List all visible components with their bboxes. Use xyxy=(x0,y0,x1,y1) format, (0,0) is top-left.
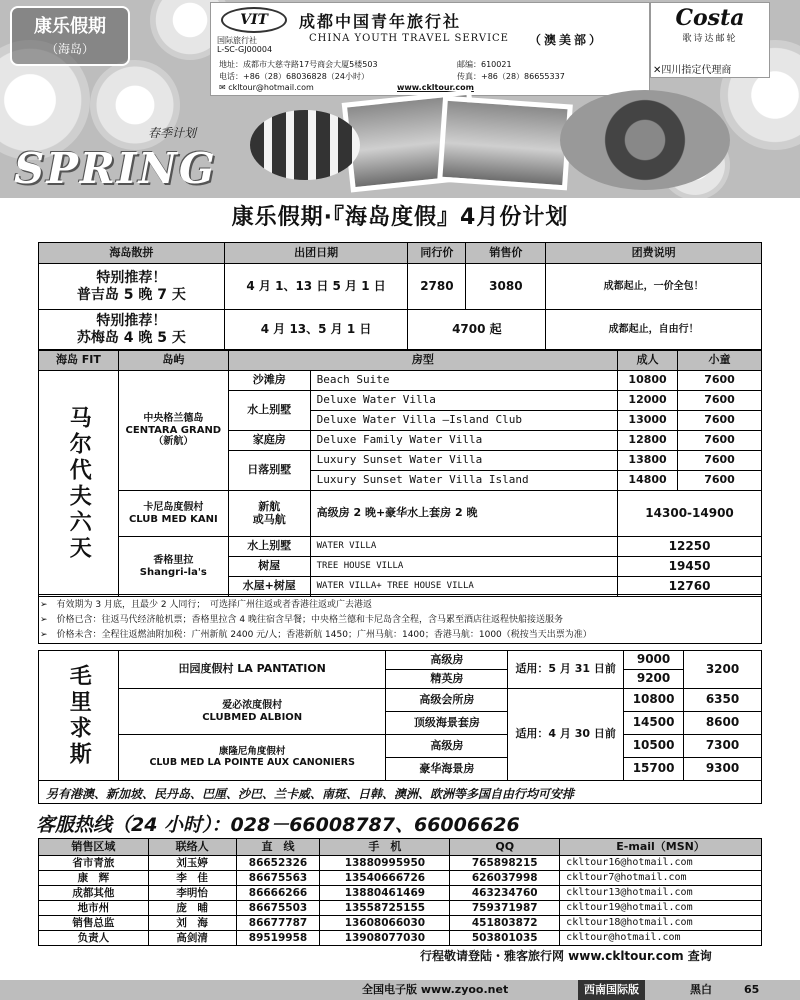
contact-person: 庞 晡 xyxy=(148,901,236,916)
contact-table xyxy=(38,838,762,946)
page-title: 康乐假期·『海岛度假』4月份计划 xyxy=(231,205,569,230)
contact-person: 刘玉婷 xyxy=(148,856,236,871)
tour-dates: 4 月 1、13 日 5 月 1 日 xyxy=(224,264,408,310)
table-row xyxy=(39,735,762,758)
child-price: 7600 xyxy=(678,391,762,411)
room-type: 豪华海景房 xyxy=(386,758,508,781)
direct-line: 86675563 xyxy=(236,871,320,886)
costa-logo-box xyxy=(650,2,770,78)
col-header: 成人 xyxy=(618,351,678,371)
child-price: 7600 xyxy=(678,371,762,391)
adult-price: 15700 xyxy=(624,758,684,781)
room-type: TREE HOUSE VILLA xyxy=(310,557,617,577)
contact-person: 李明怡 xyxy=(148,886,236,901)
table-row xyxy=(39,886,762,901)
qq: 626037998 xyxy=(450,871,560,886)
room-type: Deluxe Family Water Villa xyxy=(310,431,617,451)
mobile: 13540666726 xyxy=(320,871,450,886)
star-icon: ✕ xyxy=(653,65,662,76)
spring-logo: SPRING xyxy=(14,144,217,193)
col-header: 岛屿 xyxy=(118,351,228,371)
col-header: 海岛散拼 xyxy=(39,243,225,264)
contact-person: 高剑清 xyxy=(148,931,236,946)
table-row xyxy=(39,871,762,886)
email-link[interactable]: ckltour7@hotmail.com xyxy=(560,871,762,886)
agency-address: 地址：成都市大慈寺路17号商会大厦5楼503 xyxy=(219,60,378,69)
brand-sub: （海岛） xyxy=(45,42,94,56)
room-category: 水上别墅 xyxy=(228,391,310,431)
tour-price: 4700 起 xyxy=(408,310,546,350)
agency-license-code: L-SC-GJ00004 xyxy=(217,45,273,54)
table-row xyxy=(39,931,762,946)
col-header: 销售价 xyxy=(466,243,546,264)
email-link[interactable]: ckltour18@hotmail.com xyxy=(560,916,762,931)
direct-line: 86652326 xyxy=(236,856,320,871)
region-label: 马尔代夫六天 xyxy=(39,371,119,597)
adult-price: 12000 xyxy=(618,391,678,411)
direct-line: 86677787 xyxy=(236,916,320,931)
col-header: 海岛 FIT xyxy=(39,351,119,371)
table-row xyxy=(39,537,762,557)
table-row xyxy=(39,491,762,537)
footer-bar xyxy=(0,980,800,1000)
resort-name: 田园度假村 LA PANTATION xyxy=(118,651,386,689)
sales-region: 地市州 xyxy=(39,901,149,916)
col-header: 同行价 xyxy=(408,243,466,264)
adult-price: 9000 xyxy=(624,651,684,670)
footer-section: 西南国际版 xyxy=(578,980,645,1000)
col-header: 直 线 xyxy=(236,839,320,856)
resort-name: 卡尼岛度假村 CLUB MED KANI xyxy=(118,491,228,537)
tour-note: 成都起止，自由行！ xyxy=(546,310,762,350)
child-price: 7600 xyxy=(678,451,762,471)
price: 12760 xyxy=(618,577,762,597)
room-type: 高级房 xyxy=(386,735,508,758)
mobile: 13608066030 xyxy=(320,916,450,931)
email-link[interactable]: ckltour@hotmail.com xyxy=(560,931,762,946)
room-type: 高级会所房 xyxy=(386,689,508,712)
sea-turtle-image xyxy=(560,90,730,190)
agency-postcode: 邮编：610021 xyxy=(457,60,512,69)
sales-region: 负责人 xyxy=(39,931,149,946)
price-range: 14300-14900 xyxy=(618,491,762,537)
col-header: 出团日期 xyxy=(224,243,408,264)
group-tour-table xyxy=(38,242,762,350)
child-price: 8600 xyxy=(684,712,762,735)
child-price: 7600 xyxy=(678,411,762,431)
col-header: 小童 xyxy=(678,351,762,371)
email-link[interactable]: ckltour16@hotmail.com xyxy=(560,856,762,871)
mobile: 13558725155 xyxy=(320,901,450,916)
table-row xyxy=(39,264,762,310)
agency-phone: 电话：+86（28）68036828（24小时） xyxy=(219,72,369,81)
qq: 759371987 xyxy=(450,901,560,916)
page-number: 65 xyxy=(744,983,760,996)
qq: 451803872 xyxy=(450,916,560,931)
room-category: 家庭房 xyxy=(228,431,310,451)
airline: 新航 或马航 xyxy=(228,491,310,537)
region-label: 毛里求斯 xyxy=(39,651,119,781)
adult-price: 9200 xyxy=(624,670,684,689)
qq: 463234760 xyxy=(450,886,560,901)
mail-icon: ✉ xyxy=(219,83,229,92)
resort-name: 香格里拉 Shangri-la's xyxy=(118,537,228,597)
agency-license: 国际旅行社 xyxy=(217,36,257,45)
room-category: 水上别墅 xyxy=(228,537,310,557)
agency-department: （澳美部） xyxy=(529,33,605,47)
tour-name: 特别推荐！ 普吉岛 5 晚 7 天 xyxy=(39,264,225,310)
table-row xyxy=(39,856,762,871)
resort-name: 康隆尼角度假村 CLUB MED LA POINTE AUX CANONIERS xyxy=(118,735,386,781)
col-header: 手 机 xyxy=(320,839,450,856)
sales-region: 省市青旅 xyxy=(39,856,149,871)
room-type: 顶级海景套房 xyxy=(386,712,508,735)
contact-person: 李 佳 xyxy=(148,871,236,886)
agency-english-name: CHINA YOUTH TRAVEL SERVICE xyxy=(309,33,509,44)
email-link[interactable]: ckltour19@hotmail.com xyxy=(560,901,762,916)
agency-name: 成都中国青年旅行社 xyxy=(299,12,462,31)
room-type: WATER VILLA+ TREE HOUSE VILLA xyxy=(310,577,617,597)
more-destinations-note: 另有港澳、新加坡、民丹岛、巴厘、沙巴、兰卡威、南斑、日韩、澳洲、欧洲等多国自由行均可安排 xyxy=(46,787,575,801)
tour-note: 成都起止，一价全包！ xyxy=(546,264,762,310)
sale-price: 3080 xyxy=(466,264,546,310)
email-link[interactable]: ckltour13@hotmail.com xyxy=(560,886,762,901)
agency-email: ✉ ckltour@hotmail.com xyxy=(219,83,314,92)
col-header: QQ xyxy=(450,839,560,856)
room-type: Luxury Sunset Water Villa xyxy=(310,451,617,471)
child-price: 7600 xyxy=(678,431,762,451)
sales-region: 成都其他 xyxy=(39,886,149,901)
sales-region: 销售总监 xyxy=(39,916,149,931)
adult-price: 13000 xyxy=(618,411,678,431)
tour-name: 特别推荐！ 苏梅岛 4 晚 5 天 xyxy=(39,310,225,350)
room-type: 高级房 2 晚+豪华水上套房 2 晚 xyxy=(310,491,617,537)
room-category: 水屋+树屋 xyxy=(228,577,310,597)
note-line: ➢ 有效期为 3 月底，且最少 2 人同行； 可选择广州往返或者香港往返或广去港返 xyxy=(40,600,372,610)
col-header: E-mail（MSN） xyxy=(560,839,762,856)
sales-region: 康 辉 xyxy=(39,871,149,886)
note-line: ➢ 价格已含：往返马代经济舱机票；香格里拉含 4 晚往宿含早餐；中央格兰德和卡尼岛含全程，含马累至酒店往返程快船接送服务 xyxy=(40,615,563,625)
sea-photo xyxy=(437,96,573,191)
child-price: 9300 xyxy=(684,758,762,781)
price: 12250 xyxy=(618,537,762,557)
contact-person: 刘 海 xyxy=(148,916,236,931)
room-category: 沙滩房 xyxy=(228,371,310,391)
costa-agent-label: ✕四川指定代理商 xyxy=(653,65,732,76)
footer-site[interactable]: 全国电子版 www.zyoo.net xyxy=(362,983,509,996)
resort-name: 爱必浓度假村 CLUBMED ALBION xyxy=(118,689,386,735)
room-type: Beach Suite xyxy=(310,371,617,391)
table-row xyxy=(39,689,762,712)
direct-line: 86666266 xyxy=(236,886,320,901)
tour-dates: 4 月 13、5 月 1 日 xyxy=(224,310,408,350)
brand-logo xyxy=(10,6,130,66)
mobile: 13880995950 xyxy=(320,856,450,871)
adult-price: 12800 xyxy=(618,431,678,451)
price: 19450 xyxy=(618,557,762,577)
table-row xyxy=(39,916,762,931)
costa-chinese-name: 歌诗达邮轮 xyxy=(682,34,738,44)
table-row xyxy=(39,651,762,670)
room-type: WATER VILLA xyxy=(310,537,617,557)
child-price: 3200 xyxy=(684,651,762,689)
col-header: 团费说明 xyxy=(546,243,762,264)
maldives-table xyxy=(38,350,762,597)
table-row xyxy=(39,901,762,916)
resort-name: 中央格兰德岛 CENTARA GRAND （新航） xyxy=(118,371,228,491)
table-row xyxy=(39,371,762,391)
child-price: 6350 xyxy=(684,689,762,712)
agency-info xyxy=(210,2,650,96)
col-header: 联络人 xyxy=(148,839,236,856)
qq: 765898215 xyxy=(450,856,560,871)
qq: 503801035 xyxy=(450,931,560,946)
adult-price: 14800 xyxy=(618,471,678,491)
mobile: 13880461469 xyxy=(320,886,450,901)
col-header: 房型 xyxy=(228,351,617,371)
mobile: 13908077030 xyxy=(320,931,450,946)
clownfish-image xyxy=(250,110,360,180)
agency-fax: 传真：+86（28）86655337 xyxy=(457,72,565,81)
room-type: 高级房 xyxy=(386,651,508,670)
more-note-frame xyxy=(38,780,762,804)
adult-price: 10800 xyxy=(624,689,684,712)
validity: 适用：4 月 30 日前 xyxy=(508,689,624,781)
itinerary-note: 行程敬请登陆・雅客旅行网 www.ckltour.com 查询 xyxy=(420,949,712,963)
adult-price: 13800 xyxy=(618,451,678,471)
room-type: Luxury Sunset Water Villa Island xyxy=(310,471,617,491)
brand-name: 康乐假期 xyxy=(34,16,106,37)
service-hotline: 客服热线（24 小时）：028－66008787、66006626 xyxy=(36,814,520,836)
spring-plan-label: 春季计划 xyxy=(148,126,197,140)
header-banner xyxy=(0,0,800,198)
room-type: Deluxe Water Villa —Island Club xyxy=(310,411,617,431)
room-category: 树屋 xyxy=(228,557,310,577)
footer-color: 黑白 xyxy=(690,983,712,996)
col-header: 销售区域 xyxy=(39,839,149,856)
costa-logo: Costa xyxy=(675,5,745,31)
validity: 适用：5 月 31 日前 xyxy=(508,651,624,689)
notes-frame xyxy=(38,594,762,644)
room-category: 日落别墅 xyxy=(228,451,310,491)
room-type: Deluxe Water Villa xyxy=(310,391,617,411)
table-row xyxy=(39,310,762,350)
direct-line: 86675503 xyxy=(236,901,320,916)
mauritius-table xyxy=(38,650,762,781)
adult-price: 10500 xyxy=(624,735,684,758)
note-line: ➢ 价格未含：全程往返燃油附加税：广州新航 2400 元/人；香港新航 1450；广州马航：1400；香港马航：1000（税按当天出票为准） xyxy=(40,630,592,640)
agency-logo: VIT xyxy=(221,7,287,33)
child-price: 7600 xyxy=(678,471,762,491)
agency-website-link[interactable]: www.ckltour.com xyxy=(397,83,474,92)
child-price: 7300 xyxy=(684,735,762,758)
peer-price: 2780 xyxy=(408,264,466,310)
adult-price: 10800 xyxy=(618,371,678,391)
direct-line: 89519958 xyxy=(236,931,320,946)
room-type: 精英房 xyxy=(386,670,508,689)
adult-price: 14500 xyxy=(624,712,684,735)
